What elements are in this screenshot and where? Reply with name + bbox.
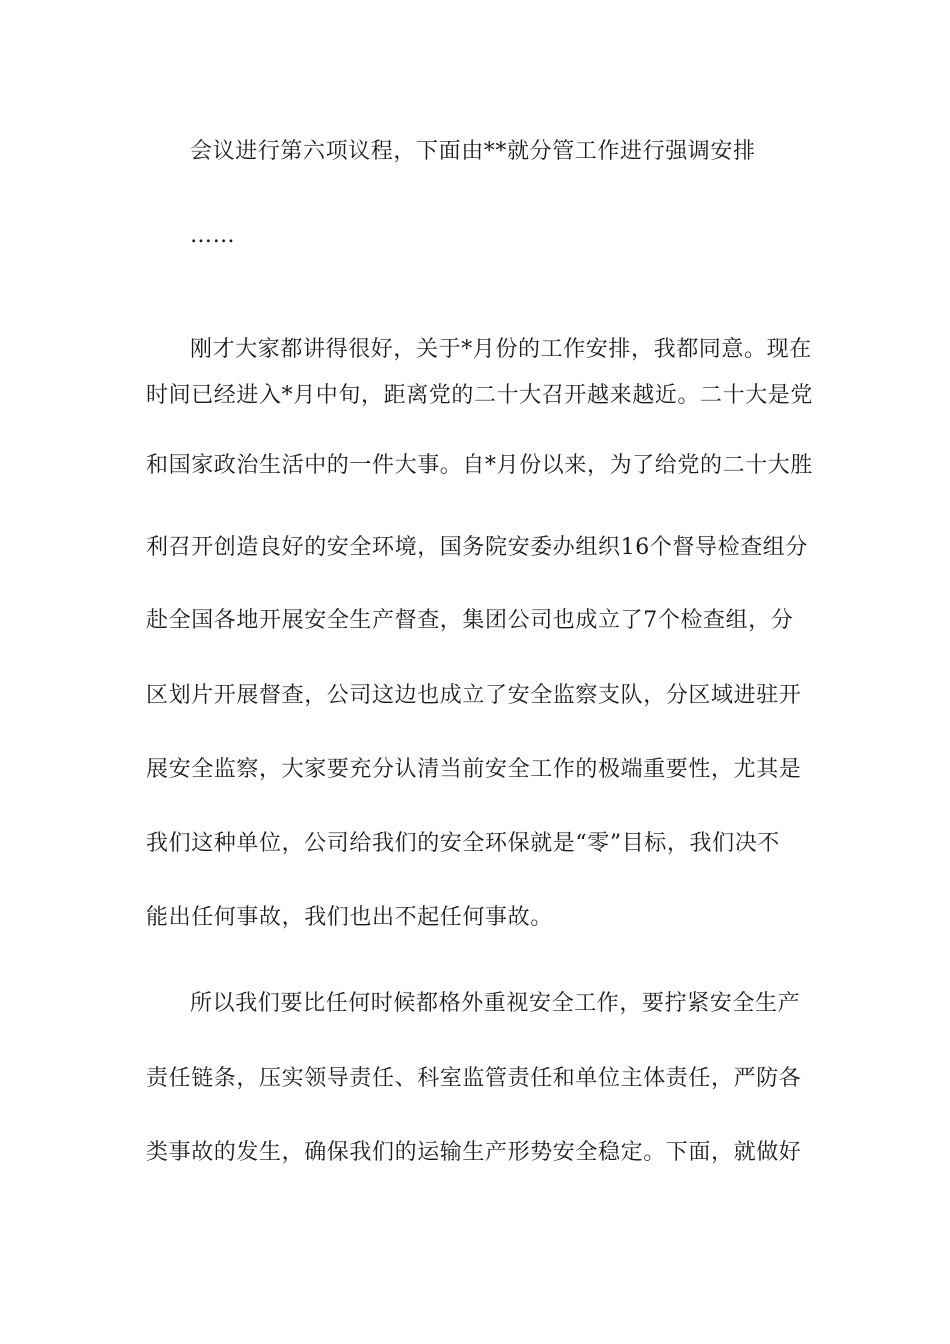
- text-line: 责任链条，压实领导责任、科室监管责任和单位主体责任，严防各: [146, 1066, 802, 1091]
- text-line: 区划片开展督查，公司这边也成立了安全监察支队，分区域进驻开: [146, 683, 802, 708]
- text-line: 时间已经进入*月中旬，距离党的二十大召开越来越近。二十大是党: [146, 383, 814, 408]
- text-line-agenda: 会议进行第六项议程，下面由**就分管工作进行强调安排: [190, 139, 756, 164]
- text-line: 所以我们要比任何时候都格外重视安全工作，要拧紧安全生产: [190, 991, 801, 1016]
- text-line-ellipsis: ……: [190, 223, 236, 248]
- text-line: 能出任何事故，我们也出不起任何事故。: [146, 905, 553, 930]
- text-line: 类事故的发生，确保我们的运输生产形势安全稳定。下面，就做好: [146, 1140, 802, 1165]
- text-line: 我们这种单位，公司给我们的安全环保就是“零”目标，我们决不: [146, 831, 780, 856]
- text-line: 刚才大家都讲得很好，关于*月份的工作安排，我都同意。现在: [190, 337, 812, 362]
- text-line: 和国家政治生活中的一件大事。自*月份以来，为了给党的二十大胜: [146, 453, 814, 478]
- text-line: 利召开创造良好的安全环境，国务院安委办组织16个督导检查组分: [146, 535, 808, 560]
- text-line: 展安全监察，大家要充分认清当前安全工作的极端重要性，尤其是: [146, 757, 802, 782]
- text-line: 赴全国各地开展安全生产督查，集团公司也成立了7个检查组，分: [146, 608, 794, 633]
